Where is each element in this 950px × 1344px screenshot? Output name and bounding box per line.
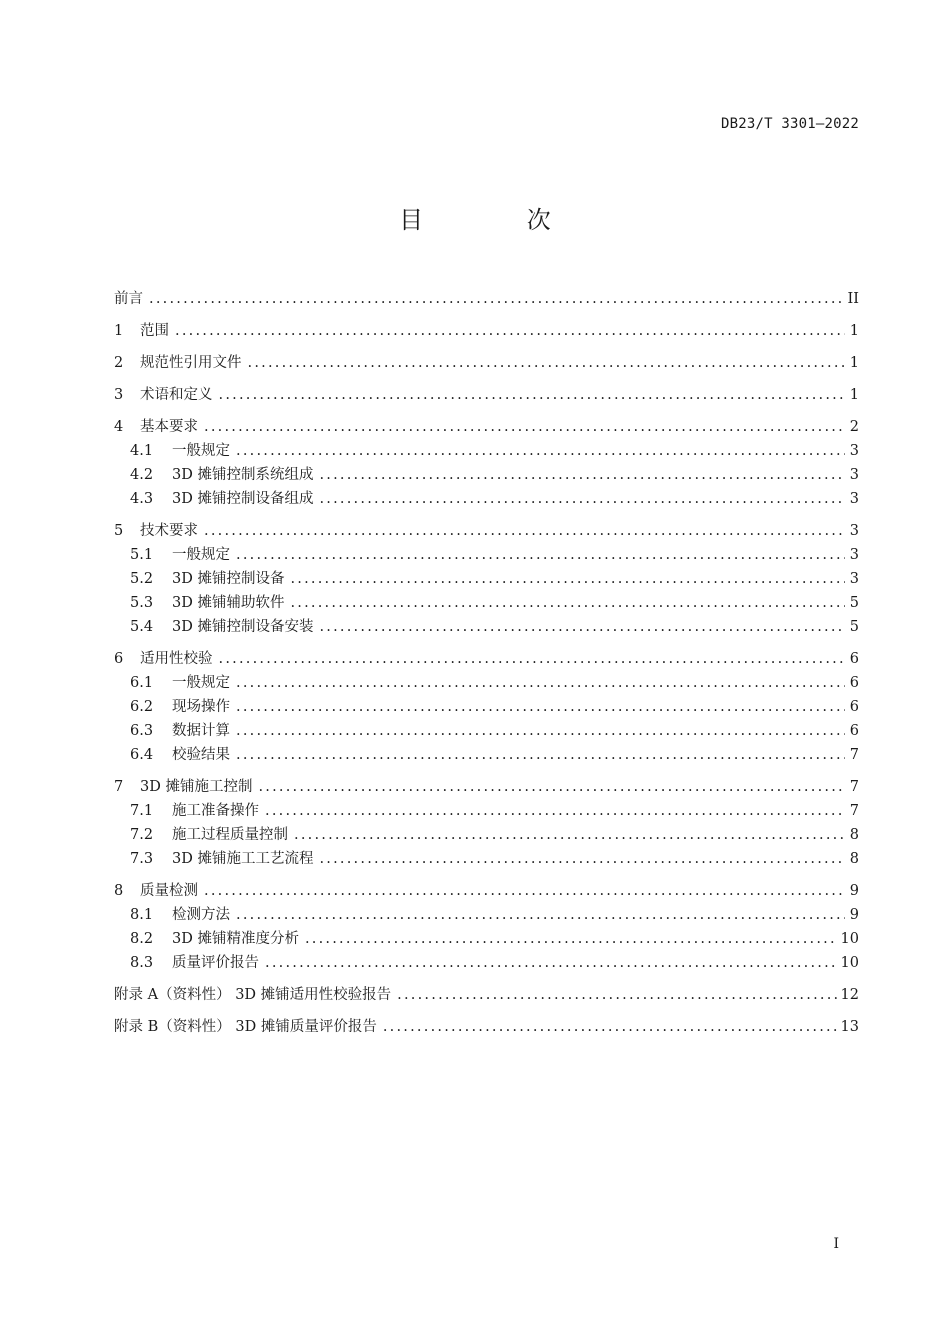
toc-entry-label: 附录 B（资料性） 3D 摊铺质量评价报告 [114,1019,377,1035]
toc-entry-page: 2 [849,419,859,435]
toc-entry-number: 6.1 [130,675,154,691]
toc-entry-number: 5 [114,523,124,539]
toc-entry-page: 13 [840,1019,859,1035]
toc-entry-number: 5.3 [130,595,154,611]
toc-entry[interactable] [114,671,859,695]
toc-entry[interactable] [114,647,859,671]
toc-leader-dots [236,671,845,695]
toc-entry-page: 8 [849,851,859,867]
toc-entry-number: 6 [114,651,124,667]
toc-leader-dots [305,927,837,951]
toc-entry-number: 6.4 [130,747,154,763]
toc-entry[interactable] [114,415,859,439]
toc-entry-number: 7.1 [130,803,154,819]
toc-entry-number: 4.2 [130,467,154,483]
toc-entry-label: 质量评价报告 [172,955,259,971]
toc-entry-label: 3D 摊铺施工控制 [140,779,253,795]
toc-entry-label: 质量检测 [140,883,198,899]
toc-entry-label: 3D 摊铺辅助软件 [172,595,285,611]
toc-entry-number: 3 [114,387,124,403]
toc-leader-dots [175,319,845,343]
toc-entry-label: 校验结果 [172,747,230,763]
toc-gap [114,375,859,383]
toc-entry-number: 6.2 [130,699,154,715]
toc-gap [114,511,859,519]
toc-entry[interactable] [114,487,859,511]
toc-entry-number: 4.3 [130,491,154,507]
toc-entry[interactable] [114,719,859,743]
toc-entry-number: 7.2 [130,827,154,843]
toc-entry[interactable] [114,319,859,343]
toc-entry[interactable] [114,351,859,375]
toc-leader-dots [204,879,845,903]
toc-entry-number: 5.2 [130,571,154,587]
toc-entry-page: 6 [849,699,859,715]
toc-entry-label: 规范性引用文件 [140,355,242,371]
toc-entry-number: 7.3 [130,851,154,867]
toc-gap [114,639,859,647]
toc-entry-label: 术语和定义 [140,387,213,403]
toc-entry-page: 3 [849,443,859,459]
toc-leader-dots [265,951,837,975]
toc-entry[interactable] [114,463,859,487]
toc-entry-page: 9 [849,883,859,899]
toc-leader-dots [397,983,836,1007]
toc-entry[interactable] [114,823,859,847]
toc-leader-dots [149,287,844,311]
toc-leader-dots [265,799,845,823]
toc-entry[interactable] [114,1015,859,1039]
toc-entry-label: 技术要求 [140,523,198,539]
toc-entry[interactable] [114,799,859,823]
toc-entry-number: 7 [114,779,124,795]
toc-entry-page: 3 [849,491,859,507]
toc-entry-page: 9 [849,907,859,923]
toc-entry[interactable] [114,983,859,1007]
toc-leader-dots [236,743,845,767]
toc-entry-number: 5.1 [130,547,154,563]
toc-entry-page: II [847,291,859,307]
toc-entry[interactable] [114,951,859,975]
toc-leader-dots [204,415,845,439]
toc-entry[interactable] [114,743,859,767]
toc-leader-dots [236,543,845,567]
toc-entry-label: 3D 摊铺精准度分析 [172,931,299,947]
toc-entry[interactable] [114,287,859,311]
toc-leader-dots [219,383,846,407]
toc-leader-dots [236,903,845,927]
toc-entry-label: 施工过程质量控制 [172,827,288,843]
toc-entry-label: 3D 摊铺控制系统组成 [172,467,314,483]
toc-entry[interactable] [114,847,859,871]
toc-leader-dots [319,847,845,871]
toc-gap [114,871,859,879]
toc-leader-dots [236,695,845,719]
toc-entry-number: 1 [114,323,124,339]
toc-entry-label: 3D 摊铺施工工艺流程 [172,851,314,867]
toc-entry-number: 2 [114,355,124,371]
toc-entry[interactable] [114,927,859,951]
toc-entry-label: 范围 [140,323,169,339]
toc-entry-page: 7 [849,803,859,819]
toc-leader-dots [290,567,845,591]
toc-entry[interactable] [114,543,859,567]
toc-leader-dots [258,775,845,799]
toc-entry-page: 3 [849,571,859,587]
toc-entry-label: 3D 摊铺控制设备组成 [172,491,314,507]
toc-leader-dots [290,591,845,615]
toc-entry[interactable] [114,903,859,927]
toc-entry-label: 一般规定 [172,675,230,691]
toc-entry-page: 1 [849,355,859,371]
toc-entry-page: 8 [849,827,859,843]
toc-entry-number: 8.3 [130,955,154,971]
toc-entry-page: 5 [849,619,859,635]
toc-entry-number: 8.2 [130,931,154,947]
toc-leader-dots [204,519,845,543]
toc-entry-label: 施工准备操作 [172,803,259,819]
toc-entry[interactable] [114,591,859,615]
toc-gap [114,1007,859,1015]
toc-entry-number: 6.3 [130,723,154,739]
table-of-contents [114,287,859,1039]
toc-entry-page: 6 [849,723,859,739]
toc-entry-number: 8.1 [130,907,154,923]
toc-leader-dots [236,719,845,743]
toc-entry-page: 3 [849,523,859,539]
toc-entry-page: 12 [840,987,859,1003]
toc-entry-number: 8 [114,883,124,899]
toc-entry[interactable] [114,519,859,543]
toc-entry[interactable] [114,439,859,463]
toc-entry-label: 一般规定 [172,547,230,563]
toc-entry[interactable] [114,879,859,903]
page-title: 目 次 [399,206,599,234]
toc-gap [114,975,859,983]
toc-leader-dots [319,487,845,511]
toc-leader-dots [319,615,845,639]
page-number: I [833,1236,839,1252]
toc-entry[interactable] [114,695,859,719]
toc-gap [114,311,859,319]
toc-entry-page: 3 [849,547,859,563]
toc-entry-page: 1 [849,387,859,403]
toc-entry-label: 前言 [114,291,143,307]
toc-entry[interactable] [114,567,859,591]
toc-leader-dots [219,647,846,671]
toc-entry-page: 6 [849,651,859,667]
toc-entry-page: 7 [849,747,859,763]
toc-entry-label: 3D 摊铺控制设备 [172,571,285,587]
toc-entry-label: 检测方法 [172,907,230,923]
toc-entry-label: 基本要求 [140,419,198,435]
toc-leader-dots [383,1015,837,1039]
toc-leader-dots [248,351,846,375]
toc-entry-page: 3 [849,467,859,483]
document-code: DB23/T 3301—2022 [720,116,859,132]
toc-gap [114,343,859,351]
toc-entry-page: 10 [840,931,859,947]
toc-entry-label: 一般规定 [172,443,230,459]
toc-entry-label: 附录 A（资料性） 3D 摊铺适用性校验报告 [114,987,392,1003]
toc-entry-number: 5.4 [130,619,154,635]
toc-entry-number: 4 [114,419,124,435]
toc-entry-label: 3D 摊铺控制设备安装 [172,619,314,635]
toc-entry-page: 7 [849,779,859,795]
toc-entry-number: 4.1 [130,443,154,459]
toc-entry[interactable] [114,615,859,639]
toc-entry-label: 数据计算 [172,723,230,739]
toc-entry-page: 1 [849,323,859,339]
toc-entry-page: 10 [840,955,859,971]
toc-entry[interactable] [114,383,859,407]
toc-leader-dots [294,823,845,847]
toc-entry-page: 5 [849,595,859,611]
toc-leader-dots [319,463,845,487]
toc-leader-dots [236,439,845,463]
toc-entry-page: 6 [849,675,859,691]
toc-entry-label: 现场操作 [172,699,230,715]
toc-gap [114,767,859,775]
toc-entry-label: 适用性校验 [140,651,213,667]
toc-gap [114,407,859,415]
toc-entry[interactable] [114,775,859,799]
